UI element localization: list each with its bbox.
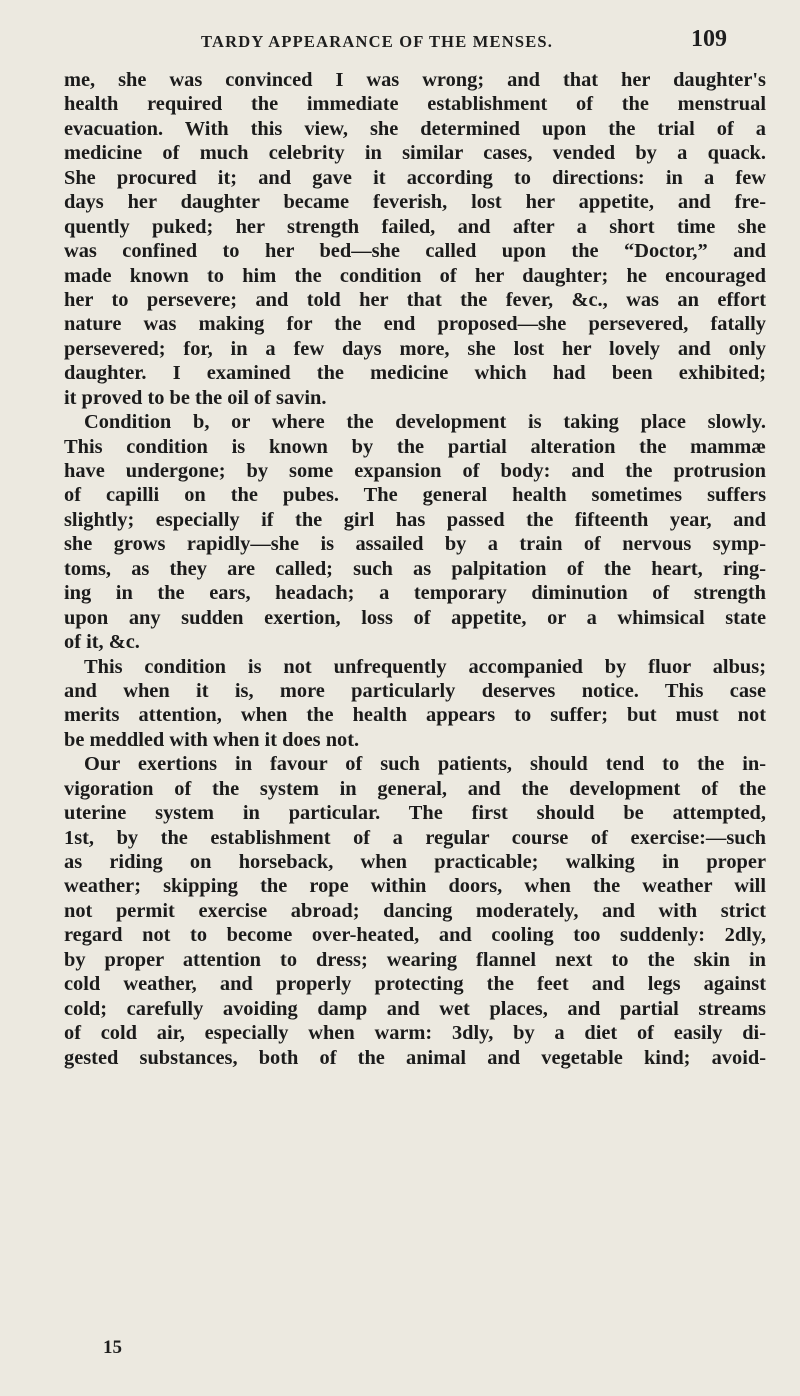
text-line: She procured it; and gave it according to directions: in a few	[64, 166, 766, 189]
text-line: merits attention, when the health appears to suffer; but must not	[64, 704, 766, 727]
text-line: health required the immediate establishment of the menstrual	[64, 93, 766, 116]
text-line: it proved to be the oil of savin.	[64, 386, 327, 409]
text-line: of cold air, especially when warm: 3dly, by a diet of easily di-	[64, 1022, 766, 1045]
signature-mark: 15	[103, 1337, 122, 1358]
text-line: toms, as they are called; such as palpitation of the heart, ring-	[64, 557, 766, 580]
page-header	[64, 14, 780, 68]
text-line: and when it is, more particularly deserves notice. This case	[64, 679, 766, 702]
text-line: by proper attention to dress; wearing flannel next to the skin in	[64, 948, 766, 971]
text-line: was confined to her bed—she called upon the “Doctor,” and	[64, 240, 766, 263]
text-line: evacuation. With this view, she determined upon the trial of a	[64, 117, 766, 140]
text-line: quently puked; her strength failed, and after a short time she	[64, 215, 766, 238]
text-line: days her daughter became feverish, lost her appetite, and fre-	[64, 191, 766, 214]
text-line: Condition b, or where the development is taking place slowly.	[84, 411, 766, 434]
body-text	[64, 68, 766, 1070]
text-line: vigoration of the system in general, and the development of the	[64, 777, 766, 800]
text-line: This condition is not unfrequently accompanied by fluor albus;	[84, 655, 766, 678]
text-line: persevered; for, in a few days more, she lost her lovely and only	[64, 337, 766, 360]
text-line: ing in the ears, headach; a temporary diminution of strength	[64, 582, 766, 605]
text-line: cold weather, and properly protecting the feet and legs against	[64, 973, 766, 996]
text-line: gested substances, both of the animal and vegetable kind; avoid-	[64, 1046, 766, 1069]
text-line: cold; carefully avoiding damp and wet places, and partial streams	[64, 997, 766, 1020]
text-line: me, she was convinced I was wrong; and that her daughter's	[64, 69, 766, 91]
text-line: she grows rapidly—she is assailed by a train of nervous symp-	[64, 533, 766, 556]
text-line: uterine system in particular. The first should be attempted,	[64, 802, 766, 825]
text-line: upon any sudden exertion, loss of appetite, or a whimsical state	[64, 606, 766, 629]
text-line: regard not to become over-heated, and cooling too suddenly: 2dly,	[64, 924, 766, 947]
text-line: have undergone; by some expansion of body: and the protrusion	[64, 460, 766, 482]
page-number: 109	[691, 26, 727, 52]
running-title: TARDY APPEARANCE OF THE MENSES.	[201, 32, 554, 51]
text-line: of capilli on the pubes. The general health sometimes suffers	[64, 484, 766, 507]
text-line: be meddled with when it does not.	[64, 728, 360, 751]
text-line: slightly; especially if the girl has passed the fifteenth year, and	[64, 508, 766, 531]
text-line: Our exertions in favour of such patients, should tend to the in-	[84, 753, 766, 776]
text-line: daughter. I examined the medicine which had been exhibited;	[64, 362, 766, 385]
text-line: made known to him the condition of her daughter; he encouraged	[64, 264, 766, 287]
text-line: of it, &c.	[64, 631, 140, 654]
text-line: This condition is known by the partial alteration the mammæ	[64, 435, 766, 458]
text-line: nature was making for the end proposed—she persevered, fatally	[64, 313, 766, 336]
text-line: weather; skipping the rope within doors, when the weather will	[64, 875, 766, 898]
text-line: as riding on horseback, when practicable; walking in proper	[64, 851, 766, 873]
text-line: 1st, by the establishment of a regular course of exercise:—such	[64, 826, 766, 849]
text-line: her to persevere; and told her that the fever, &c., was an effort	[64, 288, 766, 311]
text-line: not permit exercise abroad; dancing moderately, and with strict	[64, 899, 766, 922]
text-line: medicine of much celebrity in similar cases, vended by a quack.	[64, 142, 766, 165]
